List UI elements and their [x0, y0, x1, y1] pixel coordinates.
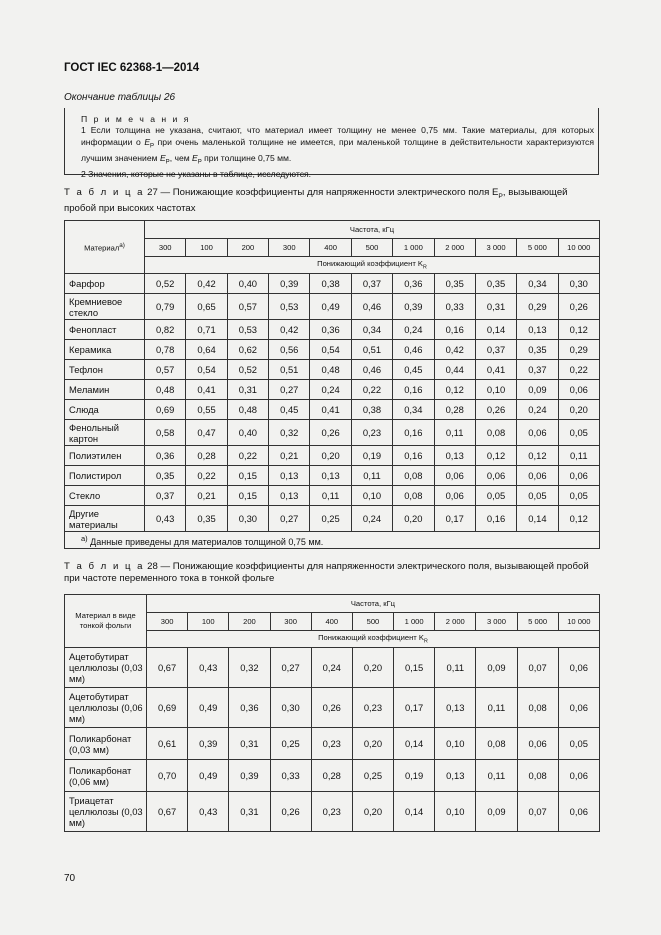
value-cell: 0,08 [517, 688, 558, 728]
value-cell: 0,61 [147, 728, 188, 760]
value-cell: 0,14 [394, 792, 435, 832]
value-cell: 0,58 [145, 420, 186, 446]
value-cell: 0,79 [145, 294, 186, 320]
value-cell: 0,67 [147, 648, 188, 688]
value-cell: 0,35 [145, 466, 186, 486]
value-cell: 0,16 [393, 380, 434, 400]
value-cell: 0,12 [558, 506, 599, 532]
value-cell: 0,09 [476, 648, 517, 688]
value-cell: 0,24 [393, 320, 434, 340]
value-cell: 0,31 [229, 728, 270, 760]
table-row [65, 728, 600, 760]
table-row [65, 380, 600, 400]
value-cell: 0,49 [310, 294, 351, 320]
freq-cell: 3 000 [475, 239, 516, 257]
value-cell: 0,57 [145, 360, 186, 380]
material-name: Поликарбонат (0,06 мм) [65, 760, 147, 792]
table-row [65, 792, 600, 832]
value-cell: 0,24 [351, 506, 392, 532]
table27-caption: Т а б л и ц а 27 — Понижающие коэффициенты для напряженности электрического поля $E_P$, вызывающей пробой при высоких частотах [64, 187, 568, 214]
value-cell: 0,08 [393, 466, 434, 486]
material-name: Триацетат целлюлозы (0,03 мм) [65, 792, 147, 832]
value-cell: 0,69 [145, 400, 186, 420]
value-cell: 0,20 [310, 446, 351, 466]
value-cell: 0,43 [188, 648, 229, 688]
freq-cell: 100 [188, 613, 229, 631]
value-cell: 0,41 [475, 360, 516, 380]
value-cell: 0,56 [269, 340, 310, 360]
value-cell: 0,37 [517, 360, 558, 380]
value-cell: 0,06 [517, 728, 558, 760]
value-cell: 0,05 [558, 486, 599, 506]
value-cell: 0,06 [558, 466, 599, 486]
value-cell: 0,36 [229, 688, 270, 728]
value-cell: 0,16 [434, 320, 475, 340]
material-name: Тефлон [65, 360, 145, 380]
material-name: Поликарбонат (0,03 мм) [65, 728, 147, 760]
value-cell: 0,14 [475, 320, 516, 340]
value-cell: 0,16 [475, 506, 516, 532]
value-cell: 0,15 [227, 486, 268, 506]
value-cell: 0,20 [352, 648, 393, 688]
value-cell: 0,23 [351, 420, 392, 446]
value-cell: 0,06 [517, 420, 558, 446]
freq-cell: 300 [269, 239, 310, 257]
value-cell: 0,25 [270, 728, 311, 760]
value-cell: 0,53 [269, 294, 310, 320]
value-cell: 0,13 [269, 486, 310, 506]
value-cell: 0,06 [558, 792, 599, 832]
value-cell: 0,08 [517, 760, 558, 792]
note-2: 2 Значения, которые не указаны в таблице, исследуются. [81, 168, 312, 179]
value-cell: 0,26 [311, 688, 352, 728]
freq-cell: 10 000 [558, 239, 599, 257]
freq-cell: 400 [310, 239, 351, 257]
value-cell: 0,22 [186, 466, 227, 486]
value-cell: 0,48 [310, 360, 351, 380]
value-cell: 0,06 [517, 466, 558, 486]
value-cell: 0,35 [475, 274, 516, 294]
value-cell: 0,32 [269, 420, 310, 446]
value-cell: 0,12 [517, 446, 558, 466]
freq-cell: 300 [145, 239, 186, 257]
value-cell: 0,21 [269, 446, 310, 466]
value-cell: 0,13 [435, 688, 476, 728]
value-cell: 0,23 [311, 728, 352, 760]
value-cell: 0,12 [558, 320, 599, 340]
value-cell: 0,38 [351, 400, 392, 420]
value-cell: 0,24 [310, 380, 351, 400]
value-cell: 0,52 [145, 274, 186, 294]
freq-cell: 2 000 [434, 239, 475, 257]
table-row [65, 294, 600, 320]
freq-cell: 100 [186, 239, 227, 257]
notes-title: П р и м е ч а н и я [81, 114, 191, 124]
value-cell: 0,47 [186, 420, 227, 446]
coef-header: Понижающий коэффициент $K_R$ [145, 257, 600, 274]
value-cell: 0,30 [227, 506, 268, 532]
value-cell: 0,35 [434, 274, 475, 294]
value-cell: 0,57 [227, 294, 268, 320]
value-cell: 0,08 [476, 728, 517, 760]
value-cell: 0,34 [517, 274, 558, 294]
value-cell: 0,19 [351, 446, 392, 466]
value-cell: 0,32 [229, 648, 270, 688]
value-cell: 0,25 [310, 506, 351, 532]
value-cell: 0,54 [186, 360, 227, 380]
value-cell: 0,39 [393, 294, 434, 320]
value-cell: 0,11 [351, 466, 392, 486]
freq-cell: 5 000 [517, 613, 558, 631]
freq-cell: 2 000 [435, 613, 476, 631]
value-cell: 0,11 [310, 486, 351, 506]
value-cell: 0,20 [393, 506, 434, 532]
table-row [65, 506, 600, 532]
value-cell: 0,16 [393, 420, 434, 446]
value-cell: 0,20 [352, 792, 393, 832]
table-row [65, 466, 600, 486]
value-cell: 0,46 [351, 360, 392, 380]
value-cell: 0,45 [269, 400, 310, 420]
value-cell: 0,42 [434, 340, 475, 360]
value-cell: 0,11 [558, 446, 599, 466]
table27 [64, 220, 600, 549]
value-cell: 0,05 [475, 486, 516, 506]
material-name: Полистирол [65, 466, 145, 486]
value-cell: 0,36 [393, 274, 434, 294]
value-cell: 0,42 [186, 274, 227, 294]
value-cell: 0,35 [517, 340, 558, 360]
value-cell: 0,17 [434, 506, 475, 532]
value-cell: 0,40 [227, 274, 268, 294]
value-cell: 0,33 [434, 294, 475, 320]
value-cell: 0,31 [229, 792, 270, 832]
value-cell: 0,11 [434, 420, 475, 446]
table-row [65, 446, 600, 466]
value-cell: 0,10 [435, 728, 476, 760]
material-name: Ацетобутират целлюлозы (0,03 мм) [65, 648, 147, 688]
value-cell: 0,54 [310, 340, 351, 360]
value-cell: 0,27 [269, 380, 310, 400]
freq-cell: 10 000 [558, 613, 599, 631]
table-row [65, 340, 600, 360]
value-cell: 0,53 [227, 320, 268, 340]
freq-cell: 1 000 [393, 239, 434, 257]
value-cell: 0,07 [517, 792, 558, 832]
value-cell: 0,62 [227, 340, 268, 360]
value-cell: 0,09 [517, 380, 558, 400]
value-cell: 0,40 [227, 420, 268, 446]
value-cell: 0,14 [394, 728, 435, 760]
value-cell: 0,38 [310, 274, 351, 294]
value-cell: 0,06 [558, 760, 599, 792]
value-cell: 0,34 [393, 400, 434, 420]
value-cell: 0,21 [186, 486, 227, 506]
value-cell: 0,13 [434, 446, 475, 466]
value-cell: 0,44 [434, 360, 475, 380]
value-cell: 0,15 [227, 466, 268, 486]
value-cell: 0,36 [145, 446, 186, 466]
page-number: 70 [64, 873, 76, 884]
value-cell: 0,10 [435, 792, 476, 832]
value-cell: 0,33 [270, 760, 311, 792]
value-cell: 0,26 [475, 400, 516, 420]
material-name: Фарфор [65, 274, 145, 294]
material-name: Кремниевое стекло [65, 294, 145, 320]
material-name: Стекло [65, 486, 145, 506]
value-cell: 0,30 [270, 688, 311, 728]
value-cell: 0,28 [186, 446, 227, 466]
value-cell: 0,27 [270, 648, 311, 688]
value-cell: 0,28 [434, 400, 475, 420]
freq-header: Частота, кГц [147, 595, 600, 613]
value-cell: 0,71 [186, 320, 227, 340]
value-cell: 0,14 [517, 506, 558, 532]
value-cell: 0,29 [517, 294, 558, 320]
material-name: Меламин [65, 380, 145, 400]
material-name: Ацетобутират целлюлозы (0,06 мм) [65, 688, 147, 728]
value-cell: 0,25 [352, 760, 393, 792]
value-cell: 0,06 [434, 466, 475, 486]
value-cell: 0,65 [186, 294, 227, 320]
value-cell: 0,17 [394, 688, 435, 728]
value-cell: 0,35 [186, 506, 227, 532]
value-cell: 0,22 [351, 380, 392, 400]
value-cell: 0,26 [310, 420, 351, 446]
value-cell: 0,48 [145, 380, 186, 400]
value-cell: 0,46 [393, 340, 434, 360]
table-row [65, 320, 600, 340]
material-name: Слюда [65, 400, 145, 420]
table27-footnote: $^{а)}$ Данные приведены для материалов толщиной 0,75 мм. [65, 532, 600, 549]
value-cell: 0,37 [145, 486, 186, 506]
value-cell: 0,82 [145, 320, 186, 340]
value-cell: 0,06 [558, 648, 599, 688]
notes-box [64, 108, 599, 179]
freq-header: Частота, кГц [145, 221, 600, 239]
value-cell: 0,09 [476, 792, 517, 832]
value-cell: 0,06 [558, 688, 599, 728]
material-header: Материал в виде тонкой фольги [65, 595, 147, 648]
value-cell: 0,12 [475, 446, 516, 466]
value-cell: 0,07 [517, 648, 558, 688]
value-cell: 0,20 [352, 728, 393, 760]
value-cell: 0,46 [351, 294, 392, 320]
freq-cell: 300 [270, 613, 311, 631]
coef-header: Понижающий коэффициент $K_R$ [147, 631, 600, 648]
value-cell: 0,11 [476, 760, 517, 792]
value-cell: 0,30 [558, 274, 599, 294]
value-cell: 0,08 [475, 420, 516, 446]
freq-cell: 200 [229, 613, 270, 631]
table-row [65, 274, 600, 294]
value-cell: 0,39 [188, 728, 229, 760]
table-row [65, 420, 600, 446]
table-row [65, 400, 600, 420]
material-name: Фенольный картон [65, 420, 145, 446]
value-cell: 0,13 [435, 760, 476, 792]
table-row [65, 688, 600, 728]
value-cell: 0,31 [227, 380, 268, 400]
value-cell: 0,69 [147, 688, 188, 728]
value-cell: 0,16 [393, 446, 434, 466]
value-cell: 0,11 [435, 648, 476, 688]
value-cell: 0,05 [558, 728, 599, 760]
value-cell: 0,13 [517, 320, 558, 340]
table-row [65, 648, 600, 688]
freq-cell: 400 [311, 613, 352, 631]
value-cell: 0,67 [147, 792, 188, 832]
value-cell: 0,43 [188, 792, 229, 832]
value-cell: 0,42 [269, 320, 310, 340]
value-cell: 0,36 [310, 320, 351, 340]
value-cell: 0,78 [145, 340, 186, 360]
table-row [65, 486, 600, 506]
value-cell: 0,13 [269, 466, 310, 486]
value-cell: 0,49 [188, 688, 229, 728]
value-cell: 0,06 [558, 380, 599, 400]
value-cell: 0,64 [186, 340, 227, 360]
value-cell: 0,24 [311, 648, 352, 688]
value-cell: 0,15 [394, 648, 435, 688]
value-cell: 0,34 [351, 320, 392, 340]
value-cell: 0,49 [188, 760, 229, 792]
value-cell: 0,27 [269, 506, 310, 532]
value-cell: 0,51 [351, 340, 392, 360]
value-cell: 0,43 [145, 506, 186, 532]
value-cell: 0,29 [558, 340, 599, 360]
value-cell: 0,06 [475, 466, 516, 486]
freq-cell: 3 000 [476, 613, 517, 631]
value-cell: 0,05 [517, 486, 558, 506]
value-cell: 0,06 [434, 486, 475, 506]
value-cell: 0,52 [227, 360, 268, 380]
freq-cell: 5 000 [517, 239, 558, 257]
table-continuation-label: Окончание таблицы 26 [64, 92, 176, 103]
value-cell: 0,31 [475, 294, 516, 320]
value-cell: 0,13 [310, 466, 351, 486]
value-cell: 0,20 [558, 400, 599, 420]
value-cell: 0,08 [393, 486, 434, 506]
value-cell: 0,24 [517, 400, 558, 420]
freq-cell: 500 [352, 613, 393, 631]
value-cell: 0,39 [269, 274, 310, 294]
value-cell: 0,26 [558, 294, 599, 320]
material-header: Материал$^{а)}$ [65, 221, 145, 274]
value-cell: 0,51 [269, 360, 310, 380]
value-cell: 0,39 [229, 760, 270, 792]
value-cell: 0,10 [351, 486, 392, 506]
value-cell: 0,12 [434, 380, 475, 400]
table28-caption: Т а б л и ц а 28 — Понижающие коэффициенты для напряженности электрического поля, вызывающей пробой при частоте переменного тока в тонкой фольге [64, 561, 589, 584]
value-cell: 0,70 [147, 760, 188, 792]
freq-cell: 500 [351, 239, 392, 257]
table-row [65, 760, 600, 792]
value-cell: 0,11 [476, 688, 517, 728]
value-cell: 0,41 [186, 380, 227, 400]
material-name: Фенопласт [65, 320, 145, 340]
value-cell: 0,28 [311, 760, 352, 792]
value-cell: 0,55 [186, 400, 227, 420]
value-cell: 0,22 [227, 446, 268, 466]
value-cell: 0,22 [558, 360, 599, 380]
material-name: Другие материалы [65, 506, 145, 532]
freq-cell: 300 [147, 613, 188, 631]
value-cell: 0,37 [475, 340, 516, 360]
freq-cell: 1 000 [394, 613, 435, 631]
freq-cell: 200 [227, 239, 268, 257]
document-header: ГОСТ IEC 62368-1—2014 [64, 62, 200, 74]
value-cell: 0,26 [270, 792, 311, 832]
value-cell: 0,23 [311, 792, 352, 832]
material-name: Полиэтилен [65, 446, 145, 466]
value-cell: 0,10 [475, 380, 516, 400]
table28 [64, 594, 600, 832]
note-1: 1 Если толщина не указана, считают, что материал имеет толщину не менее 0,75 мм. Такие материалы, для которых информации о $E_P$ при очень маленькой толщине не имеется, при маленькой толщине в действительности характеризуются лучшим значением $E_P$, чем $E_P$ при толщине 0,75 мм. [81, 125, 594, 166]
value-cell: 0,19 [394, 760, 435, 792]
value-cell: 0,48 [227, 400, 268, 420]
value-cell: 0,37 [351, 274, 392, 294]
value-cell: 0,23 [352, 688, 393, 728]
value-cell: 0,45 [393, 360, 434, 380]
value-cell: 0,05 [558, 420, 599, 446]
table-row [65, 360, 600, 380]
material-name: Керамика [65, 340, 145, 360]
value-cell: 0,41 [310, 400, 351, 420]
